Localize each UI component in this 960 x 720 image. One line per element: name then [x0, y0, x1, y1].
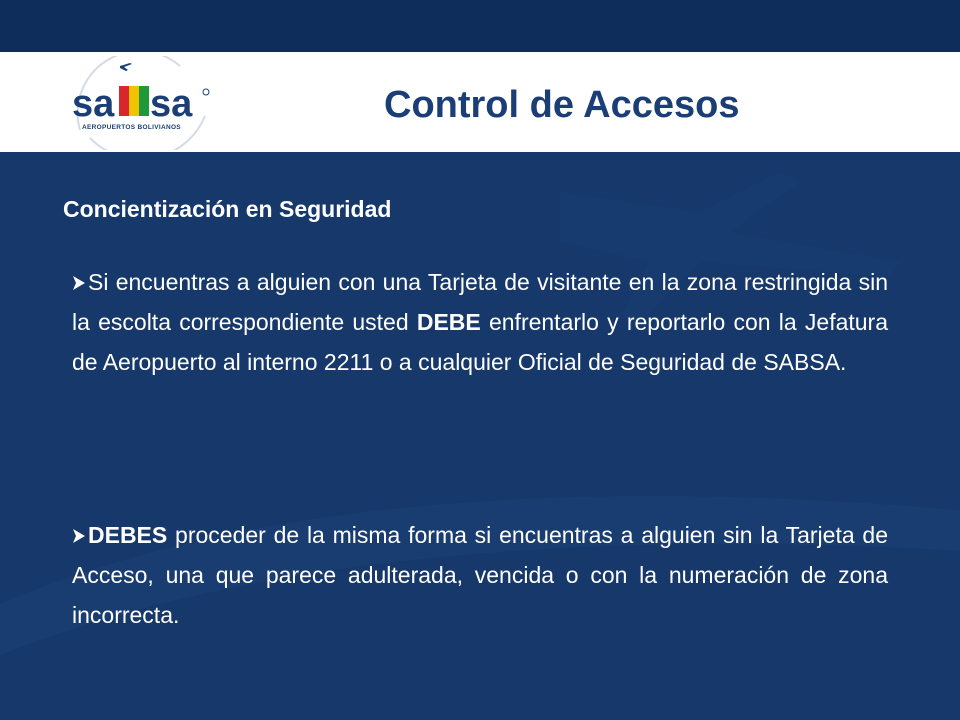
paragraph-2	[72, 515, 888, 635]
paragraph-1-emphasis: DEBE	[416, 309, 481, 335]
logo-tagline: AEROPUERTOS BOLIVIANOS	[82, 124, 181, 131]
paragraph-2-text: proceder de la misma forma si encuentras a alguien sin la Tarjeta de Acceso, una que parece adulterada, vencida o con la numeración de zona incorrecta.	[72, 522, 888, 628]
sabsa-logo	[60, 56, 220, 150]
arrow-bullet-icon	[72, 262, 88, 302]
paragraph-1	[72, 262, 888, 382]
svg-text:sa: sa	[150, 83, 193, 125]
section-subtitle: Concientización en Seguridad	[63, 196, 392, 222]
paragraph-2-emphasis: DEBES	[88, 522, 168, 548]
svg-text:sa: sa	[72, 83, 115, 125]
top-band	[0, 0, 960, 52]
page-title: Control de Accesos	[384, 84, 740, 126]
paragraph-1-text-a: Si encuentras a alguien con una Tarjeta de visitante en la zona restringida sin la escolta correspondiente usted	[72, 269, 888, 335]
paragraph-1-text-b: enfrentarlo y reportarlo con la Jefatura de Aeropuerto al interno 2211 o a cualquier Oficial de Seguridad de SABSA.	[72, 309, 889, 375]
arrow-bullet-icon	[72, 515, 88, 555]
